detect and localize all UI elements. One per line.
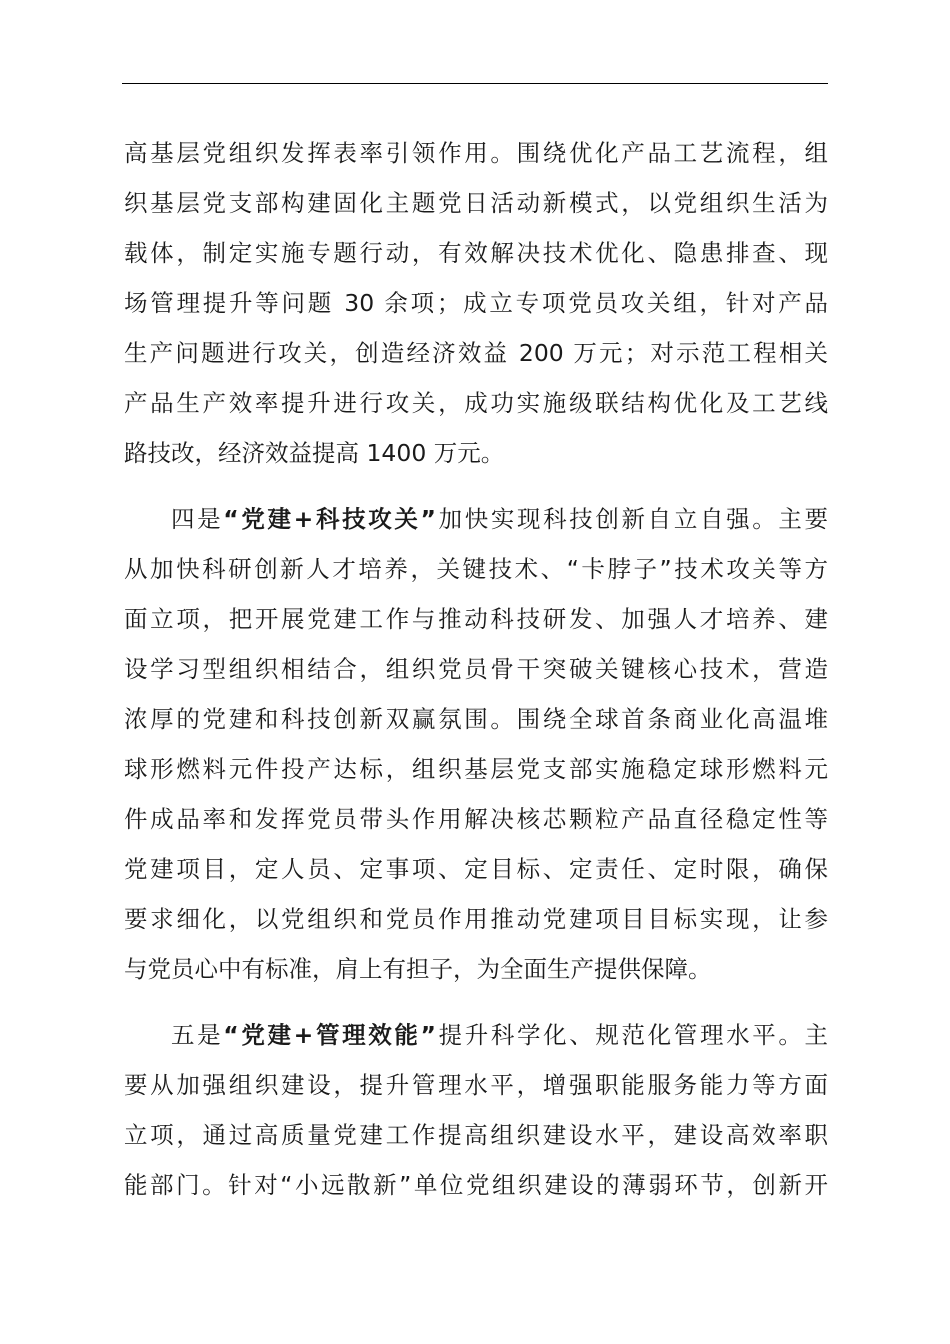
text-line: 面立项，把开展党建工作与推动科技研发、加强人才培养、建 xyxy=(124,605,828,633)
text-line: 能部门。针对“小远散新”单位党组织建设的薄弱环节，创新开 xyxy=(124,1171,828,1199)
text-line: 浓厚的党建和科技创新双赢氛围。围绕全球首条商业化高温堆 xyxy=(124,705,828,733)
lead-prefix: 四是 xyxy=(171,505,224,533)
paragraph-2 xyxy=(124,494,828,994)
text-line: 要求细化，以党组织和党员作用推动党建项目目标实现，让参 xyxy=(124,905,828,933)
text-line: 从加快科研创新人才培养，关键技术、“卡脖子”技术攻关等方 xyxy=(124,555,828,583)
paragraph-lead-line xyxy=(124,494,828,544)
text-line: 路技改，经济效益提高 1400 万元。 xyxy=(124,439,505,467)
paragraph-lead-line xyxy=(124,1010,828,1060)
lead-rest: 加快实现科技创新自立自强。主要 xyxy=(435,505,828,533)
lead-heading: “党建+管理效能” xyxy=(223,1021,436,1049)
text-line: 生产问题进行攻关，创造经济效益 200 万元；对示范工程相关 xyxy=(124,339,828,367)
text-line: 产品生产效率提升进行攻关，成功实施级联结构优化及工艺线 xyxy=(124,389,828,417)
paragraph-1 xyxy=(124,128,828,478)
text-line: 与党员心中有标准，肩上有担子，为全面生产提供保障。 xyxy=(124,955,712,983)
text-line: 场管理提升等问题 30 余项；成立专项党员攻关组，针对产品 xyxy=(124,289,828,317)
header-rule xyxy=(122,83,828,84)
text-line: 织基层党支部构建固化主题党日活动新模式，以党组织生活为 xyxy=(124,189,828,217)
text-line: 高基层党组织发挥表率引领作用。围绕优化产品工艺流程，组 xyxy=(124,139,828,167)
text-line: 立项，通过高质量党建工作提高组织建设水平，建设高效率职 xyxy=(124,1121,828,1149)
paragraph-3 xyxy=(124,1010,828,1210)
text-line: 载体，制定实施专题行动，有效解决技术优化、隐患排查、现 xyxy=(124,239,828,267)
paragraph-gap xyxy=(124,994,828,1010)
lead-prefix: 五是 xyxy=(171,1021,224,1049)
paragraph-gap xyxy=(124,478,828,494)
text-line: 党建项目，定人员、定事项、定目标、定责任、定时限，确保 xyxy=(124,855,828,883)
text-line: 设学习型组织相结合，组织党员骨干突破关键核心技术，营造 xyxy=(124,655,828,683)
text-line: 球形燃料元件投产达标，组织基层党支部实施稳定球形燃料元 xyxy=(124,755,828,783)
text-line: 要从加强组织建设，提升管理水平，增强职能服务能力等方面 xyxy=(124,1071,828,1099)
lead-rest: 提升科学化、规范化管理水平。主 xyxy=(435,1021,828,1049)
document-body xyxy=(124,128,828,1210)
lead-heading: “党建+科技攻关” xyxy=(223,505,436,533)
text-line: 件成品率和发挥党员带头作用解决核芯颗粒产品直径稳定性等 xyxy=(124,805,828,833)
